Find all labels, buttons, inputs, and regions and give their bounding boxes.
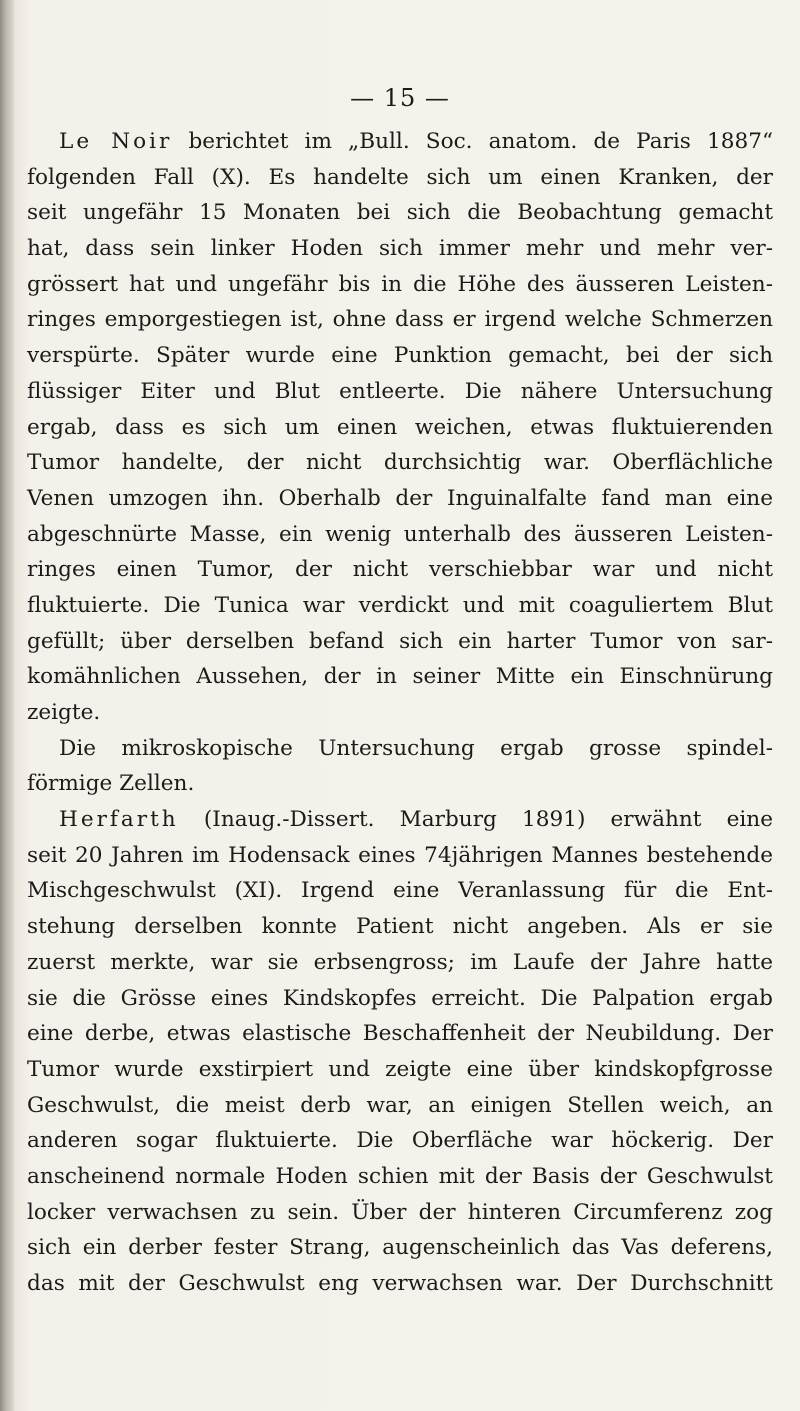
text-line: anderen sogar fluktuierte. Die Oberfläche war höckerig. Der [27, 1128, 773, 1154]
text-line: sich ein derber fester Strang, augenscheinlich das Vas deferens, [27, 1235, 773, 1261]
text-line: folgenden Fall (X). Es handelte sich um einen Kranken, der [27, 164, 773, 190]
text-line: seit 20 Jahren im Hodensack eines 74jährigen Mannes bestehende [27, 842, 773, 868]
body-text [27, 124, 773, 1302]
text-line: sie die Grösse eines Kindskopfes erreicht. Die Palpation ergab [27, 985, 773, 1011]
text-line: ergab, dass es sich um einen weichen, etwas fluktuierenden [27, 414, 773, 440]
text-line: zeigte. [27, 700, 101, 725]
text-line: locker verwachsen zu sein. Über der hinteren Circumferenz zog [27, 1199, 773, 1225]
text-line: förmige Zellen. [27, 771, 195, 797]
text-line: abgeschnürte Masse, ein wenig unterhalb des äusseren Leisten- [27, 521, 773, 547]
text-line: Tumor handelte, der nicht durchsichtig war. Oberflächliche [27, 450, 773, 476]
text-line: ringes einen Tumor, der nicht verschiebbar war und nicht [27, 557, 773, 583]
text-line: grössert hat und ungefähr bis in die Höhe des äusseren Leisten- [27, 271, 773, 297]
text-line: Tumor wurde exstirpiert und zeigte eine über kindskopfgrosse [27, 1056, 773, 1082]
text-line: Geschwulst, die meist derb war, an einigen Stellen weich, an [27, 1092, 773, 1118]
text-line: verspürte. Später wurde eine Punktion gemacht, bei der sich [27, 343, 773, 369]
text-line: seit ungefähr 15 Monaten bei sich die Beobachtung gemacht [27, 200, 773, 226]
text-line: Le Noir berichtet im „Bull. Soc. anatom. de Paris 1887“ [59, 129, 773, 154]
text-line: gefüllt; über derselben befand sich ein harter Tumor von sar- [27, 628, 773, 654]
text-line: hat, dass sein linker Hoden sich immer mehr und mehr ver- [27, 236, 773, 262]
text-line: flüssiger Eiter und Blut entleerte. Die nähere Untersuchung [27, 378, 773, 404]
text-line: komähnlichen Aussehen, der in seiner Mitte ein Einschnürung [27, 664, 773, 690]
text-line: anscheinend normale Hoden schien mit der Basis der Geschwulst [27, 1163, 773, 1189]
author-name: Herfarth [59, 807, 179, 833]
text-line: Die mikroskopische Untersuchung ergab grosse spindel- [59, 735, 773, 761]
text-line: Venen umzogen ihn. Oberhalb der Inguinalfalte fand man eine [27, 485, 773, 511]
text-line: Mischgeschwulst (XI). Irgend eine Veranlassung für die Ent- [27, 878, 773, 904]
author-name: Le Noir [59, 129, 173, 154]
text-line: stehung derselben konnte Patient nicht angeben. Als er sie [27, 914, 773, 940]
text-line: das mit der Geschwulst eng verwachsen war. Der Durchschnitt [27, 1271, 773, 1296]
text-line: zuerst merkte, war sie erbsengross; im Laufe der Jahre hatte [27, 949, 773, 975]
text-line: fluktuierte. Die Tunica war verdickt und mit coaguliertem Blut [27, 592, 773, 618]
text-line: eine derbe, etwas elastische Beschaffenheit der Neubildung. Der [27, 1021, 773, 1047]
text-line: ringes emporgestiegen ist, ohne dass er irgend welche Schmerzen [27, 307, 773, 333]
text-line: Herfarth (Inaug.-Dissert. Marburg 1891) erwähnt eine [59, 807, 773, 833]
page-binding-edge [0, 0, 14, 1411]
page-number: — 15 — [350, 84, 450, 112]
